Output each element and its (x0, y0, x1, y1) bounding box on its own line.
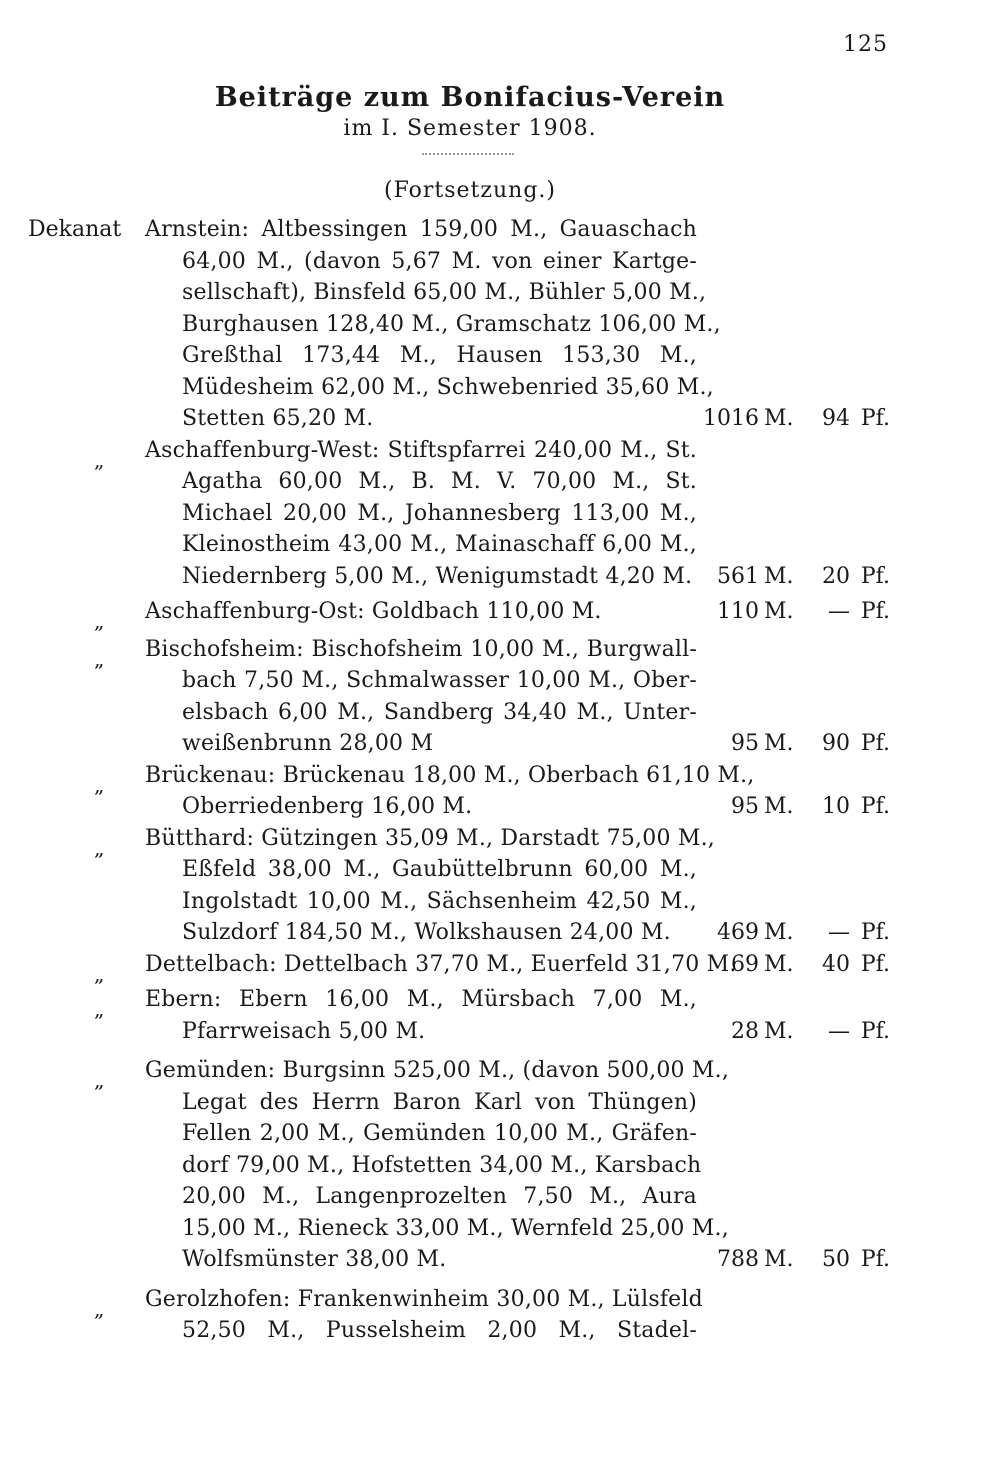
amount-pfennig: 20 (822, 563, 850, 589)
continuation-note: (Fortsetzung.) (384, 178, 556, 203)
amount-marks: 95 (731, 731, 759, 756)
entry-line (0, 823, 1000, 860)
ditto-mark: „ (94, 447, 105, 472)
mark-unit: M. (764, 563, 794, 589)
page-title: Beiträge zum Bonifacius-Verein (214, 82, 726, 113)
entry-line (0, 949, 1000, 986)
entry-text: Arnstein: Altbessingen 159,00 M., Gauaschach (145, 217, 697, 242)
entry-line (0, 791, 1000, 823)
amount-pfennig: 40 (822, 951, 850, 977)
entry-text: weißenbrunn 28,00 M (182, 731, 434, 756)
entry-line (0, 634, 1000, 671)
entry-text: Stetten 65,20 M. (182, 406, 374, 431)
ditto-mark: „ (94, 772, 105, 797)
entry-text: 15,00 M., Rieneck 33,00 M., Wernfeld 25,00 M., (182, 1215, 729, 1241)
amount-marks: 469 (717, 920, 759, 945)
pfennig-unit: Pf. (860, 1247, 890, 1272)
entry-text: Legat des Herrn Baron Karl von Thüngen) (182, 1089, 697, 1115)
pfennig-unit: Pf. (860, 731, 890, 756)
deanery-entry (0, 1055, 1000, 1276)
pfennig-unit: Pf. (860, 406, 890, 431)
entry-line (0, 596, 1000, 633)
entry-text: Agatha 60,00 M., B. M. V. 70,00 M., St. (182, 469, 697, 494)
entry-line (0, 435, 1000, 472)
pfennig-unit: Pf. (860, 920, 890, 945)
mark-unit: M. (764, 406, 794, 431)
entry-text: Brückenau: Brückenau 18,00 M., Oberbach 61,10 M., (145, 762, 755, 788)
entry-line (0, 529, 1000, 561)
entry-text: 52,50 M., Pusselsheim 2,00 M., Stadel- (182, 1318, 697, 1343)
entry-text: Wolfsmünster 38,00 M. (182, 1247, 447, 1272)
entry-line (0, 1055, 1000, 1092)
pfennig-unit: Pf. (860, 599, 890, 624)
amount-marks: 561 (717, 563, 759, 589)
entry-amount (700, 728, 890, 760)
amount-marks: 69 (731, 951, 759, 977)
entry-text: Ingolstadt 10,00 M., Sächsenheim 42,50 M., (182, 888, 697, 914)
entry-text: Greßthal 173,44 M., Hausen 153,30 M., (182, 343, 697, 368)
entry-text: Sulzdorf 184,50 M., Wolkshausen 24,00 M. (182, 920, 671, 945)
entry-text: Bütthard: Gützingen 35,09 M., Darstadt 75,00 M., (145, 825, 715, 851)
entry-amount (700, 917, 890, 949)
entry-text: 64,00 M., (davon 5,67 M. von einer Kartge- (182, 248, 697, 274)
entry-line (0, 1150, 1000, 1182)
entry-text: Michael 20,00 M., Johannesberg 113,00 M., (182, 500, 697, 526)
entry-text: Niedernberg 5,00 M., Wenigumstadt 4,20 M. (182, 563, 693, 589)
entry-text: Gerolzhofen: Frankenwinheim 30,00 M., Lülsfeld (145, 1286, 703, 1312)
amount-pfennig: — (828, 599, 850, 624)
pfennig-unit: Pf. (860, 951, 890, 977)
mark-unit: M. (764, 951, 794, 977)
entry-line (0, 728, 1000, 760)
entry-line (0, 886, 1000, 918)
entry-text: Oberriedenberg 16,00 M. (182, 794, 473, 819)
page-subtitle: im I. Semester 1908. (343, 116, 597, 141)
deanery-entry (0, 1284, 1000, 1347)
ditto-mark: „ (94, 961, 105, 986)
entry-line (0, 246, 1000, 278)
entry-text: Kleinostheim 43,00 M., Mainaschaff 6,00 M., (182, 532, 697, 557)
ornamental-divider (422, 153, 514, 155)
entry-text: Bischofsheim: Bischofsheim 10,00 M., Burgwall- (145, 636, 697, 662)
entry-line (0, 665, 1000, 697)
entry-amount (700, 1016, 890, 1048)
pfennig-unit: Pf. (860, 563, 890, 589)
entry-line (0, 917, 1000, 949)
deanery-entry (0, 760, 1000, 823)
ditto-mark: „ (94, 997, 105, 1021)
entry-text: Ebern: Ebern 16,00 M., Mürsbach 7,00 M., (145, 987, 697, 1012)
entry-line (0, 854, 1000, 886)
entry-line (0, 1315, 1000, 1347)
entry-text: Eßfeld 38,00 M., Gaubüttelbrunn 60,00 M., (182, 857, 697, 882)
entry-line (0, 1016, 1000, 1048)
amount-marks: 95 (731, 794, 759, 819)
entry-line (0, 277, 1000, 309)
entry-line (0, 498, 1000, 530)
entry-line (0, 340, 1000, 372)
entry-amount (700, 1244, 890, 1276)
mark-unit: M. (764, 794, 794, 819)
entry-amount (700, 561, 890, 593)
deanery-entry (0, 596, 1000, 633)
mark-unit: M. (764, 920, 794, 945)
entry-amount (700, 791, 890, 823)
entry-text: 20,00 M., Langenprozelten 7,50 M., Aura (182, 1184, 697, 1209)
entry-line (0, 1244, 1000, 1276)
entry-line (0, 697, 1000, 729)
entry-amount (700, 596, 890, 628)
entry-line (0, 372, 1000, 404)
entry-line (0, 466, 1000, 498)
deanery-label: Dekanat (28, 217, 122, 242)
deanery-entry (0, 984, 1000, 1047)
ditto-mark: „ (94, 609, 105, 633)
ditto-mark: „ (94, 646, 105, 671)
entry-line (0, 1181, 1000, 1213)
entry-text: Aschaffenburg-West: Stiftspfarrei 240,00 M., St. (145, 437, 697, 463)
mark-unit: M. (764, 599, 794, 624)
mark-unit: M. (764, 1018, 794, 1044)
entry-text: dorf 79,00 M., Hofstetten 34,00 M., Karsbach (182, 1152, 702, 1178)
amount-pfennig: 10 (822, 794, 850, 819)
entry-line (0, 214, 1000, 246)
deanery-entry (0, 435, 1000, 593)
entry-text: Aschaffenburg-Ost: Goldbach 110,00 M. (145, 599, 602, 624)
entry-line (0, 1284, 1000, 1321)
pfennig-unit: Pf. (860, 1018, 890, 1044)
amount-pfennig: 90 (822, 731, 850, 756)
entry-line (0, 561, 1000, 593)
entry-text: Pfarrweisach 5,00 M. (182, 1018, 426, 1044)
mark-unit: M. (764, 731, 794, 756)
amount-marks: 110 (717, 599, 759, 624)
amount-marks: 1016 (703, 406, 759, 431)
amount-marks: 788 (717, 1247, 759, 1272)
entry-amount (700, 949, 890, 981)
deanery-entry (0, 214, 1000, 435)
entry-line (0, 403, 1000, 435)
entry-line (0, 984, 1000, 1021)
entry-line (0, 1213, 1000, 1245)
mark-unit: M. (764, 1247, 794, 1272)
amount-pfennig: 94 (822, 406, 850, 431)
entry-line (0, 760, 1000, 797)
entry-line (0, 1087, 1000, 1119)
entry-text: elsbach 6,00 M., Sandberg 34,40 M., Unter- (182, 699, 697, 725)
amount-pfennig: — (828, 1018, 850, 1044)
amount-pfennig: — (828, 920, 850, 945)
deanery-entry (0, 949, 1000, 986)
ditto-mark: „ (94, 1296, 105, 1321)
amount-marks: 28 (731, 1018, 759, 1044)
entry-text: Dettelbach: Dettelbach 37,70 M., Euerfeld 31,70 M. (145, 951, 737, 977)
entry-text: Burghausen 128,40 M., Gramschatz 106,00 M., (182, 311, 721, 337)
ditto-mark: „ (94, 1068, 105, 1092)
entry-text: sellschaft), Binsfeld 65,00 M., Bühler 5,00 M., (182, 280, 707, 305)
entry-line (0, 309, 1000, 341)
amount-pfennig: 50 (822, 1247, 850, 1272)
entry-text: Gemünden: Burgsinn 525,00 M., (davon 500,00 M., (145, 1058, 730, 1083)
deanery-entry (0, 634, 1000, 760)
deanery-entry (0, 823, 1000, 949)
entry-text: bach 7,50 M., Schmalwasser 10,00 M., Ober- (182, 668, 697, 693)
entry-text: Fellen 2,00 M., Gemünden 10,00 M., Gräfen- (182, 1121, 697, 1146)
pfennig-unit: Pf. (860, 794, 890, 819)
entry-amount (700, 403, 890, 435)
page-number: 125 (843, 32, 888, 57)
deanery-entries (0, 214, 1000, 1347)
entry-text: Müdesheim 62,00 M., Schwebenried 35,60 M., (182, 374, 714, 400)
entry-line (0, 1118, 1000, 1150)
ditto-mark: „ (94, 835, 105, 860)
